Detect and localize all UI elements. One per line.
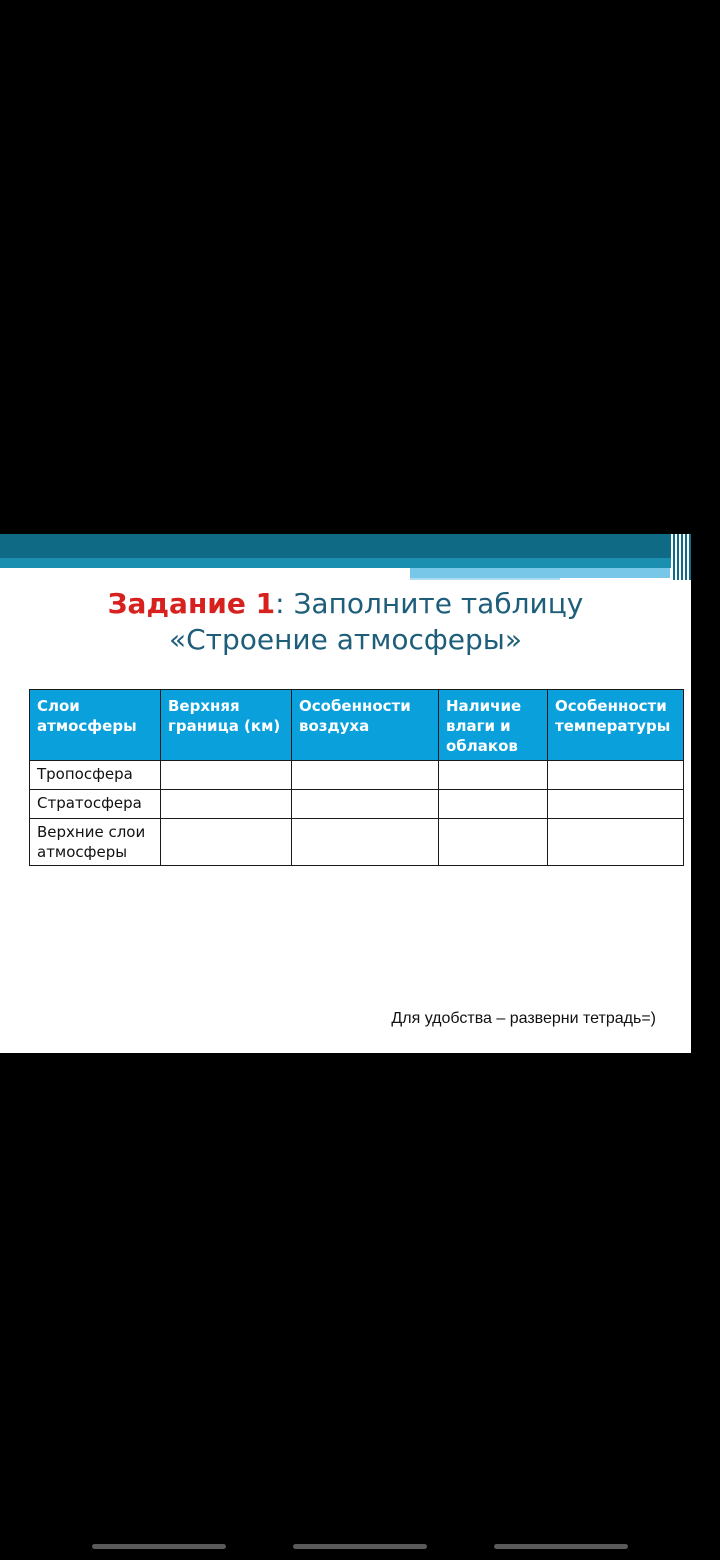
- table-header-cell: Слои атмосферы: [30, 690, 161, 761]
- slide-header-bar: [0, 534, 691, 558]
- table-cell: [161, 819, 292, 866]
- home-button[interactable]: [293, 1544, 427, 1549]
- table-cell: [548, 819, 684, 866]
- table-cell: [292, 790, 439, 819]
- atmosphere-table: [29, 689, 684, 866]
- slide-header-accent-thin: [410, 578, 560, 580]
- table-cell: [548, 790, 684, 819]
- table-header-cell: Особенности температуры: [548, 690, 684, 761]
- table-cell: [161, 761, 292, 790]
- table-cell: [292, 761, 439, 790]
- slide-header-bar-secondary: [0, 558, 691, 568]
- slide-header-stripes: [671, 534, 691, 580]
- table-header-cell: Наличие влаги и облаков: [439, 690, 548, 761]
- table-header-cell: Особенности воздуха: [292, 690, 439, 761]
- slide-header-accent: [410, 568, 670, 578]
- table-cell: [548, 761, 684, 790]
- task-label: Задание 1: [107, 587, 276, 620]
- table-cell: [439, 819, 548, 866]
- slide-image: [0, 534, 691, 1053]
- slide-title-line1: [0, 586, 691, 622]
- table-cell: Тропосфера: [30, 761, 161, 790]
- table-row: [30, 761, 684, 790]
- table-cell: [161, 790, 292, 819]
- table-row: [30, 790, 684, 819]
- recent-apps-button[interactable]: [92, 1544, 226, 1549]
- navigation-bar: [0, 1535, 720, 1560]
- title-colon: :: [275, 587, 285, 620]
- slide-title-line2: «Строение атмосферы»: [168, 623, 523, 656]
- title-instruction: Заполните таблицу: [284, 587, 584, 620]
- table-header-cell: Верхняя граница (км): [161, 690, 292, 761]
- back-button[interactable]: [494, 1544, 628, 1549]
- table-cell: [439, 790, 548, 819]
- slide-note: Для удобства – разверни тетрадь=): [391, 1010, 656, 1027]
- slide-title: [0, 586, 691, 658]
- table-cell: Верхние слои атмосферы: [30, 819, 161, 866]
- table-header-row: [30, 690, 684, 761]
- table-cell: [292, 819, 439, 866]
- table-cell: Стратосфера: [30, 790, 161, 819]
- table-row: [30, 819, 684, 866]
- table-cell: [439, 761, 548, 790]
- viewer-edge: [691, 534, 720, 1053]
